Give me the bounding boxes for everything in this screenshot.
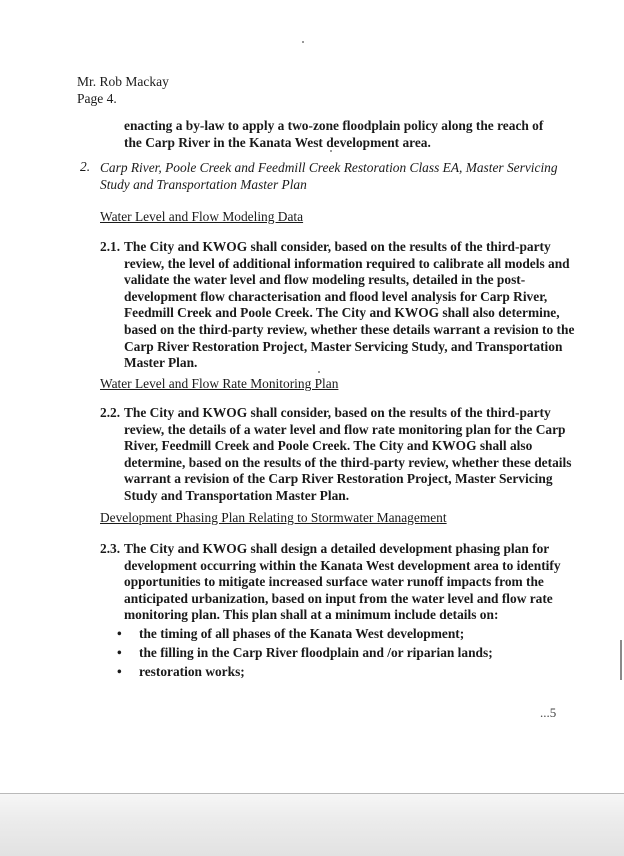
section-text: The City and KWOG shall consider, based on the results of the third-party review, the details of a water level and flow rate monitoring plan for the Carp River, Feedmill Creek and Poole Creek. The City and KWOG shall also determine, based on the results of the third-party review, whether these details warrant a revision of the Carp River Restoration Project, Master Servicing Study and Transportation Master Plan.	[124, 405, 572, 503]
section-number: 2.1.	[100, 239, 121, 254]
section-text: The City and KWOG shall consider, based on the results of the third-party review, the level of additional information required to calibrate all models and validate the water level and flow modeling results, detailed in the post-development flow characterisation and flood level analysis for Carp River, Feedmill Creek and Poole Creek. The City and KWOG shall also determine, based on the third-party review, whether these details warrant a revision to the Carp River Restoration Project, Master Servicing Study, and Transportation Master Plan.	[124, 239, 575, 371]
scanner-bed-edge	[0, 793, 624, 856]
item-2-number: 2.	[80, 159, 91, 174]
list-item	[117, 643, 493, 662]
section-paragraph-2-1	[100, 239, 580, 372]
item-2-title: Carp River, Poole Creek and Feedmill Creek Restoration Class EA, Master Servicing Study and Transportation Master Plan	[100, 160, 558, 192]
bullet-icon: •	[117, 664, 122, 679]
section-paragraph-2-3	[100, 541, 580, 624]
list-item-text: the timing of all phases of the Kanata West development;	[139, 626, 465, 641]
list-item-text: restoration works;	[139, 664, 245, 679]
section-paragraph-2-2	[100, 405, 580, 505]
section-heading-phasing-plan: Development Phasing Plan Relating to Stormwater Management	[100, 510, 447, 525]
continuation-marker: ...5	[540, 705, 557, 720]
section-number: 2.3.	[100, 541, 121, 556]
list-item	[117, 624, 493, 643]
page-label: Page 4.	[77, 91, 117, 106]
bullet-icon: •	[117, 645, 122, 660]
intro-paragraph: enacting a by-law to apply a two-zone floodplain policy along the reach of the Carp River in the Kanata West development area.	[124, 118, 544, 150]
recipient-name: Mr. Rob Mackay	[77, 74, 169, 89]
bullet-list	[117, 624, 493, 681]
scan-speck	[318, 371, 320, 373]
scan-speck	[330, 150, 332, 152]
section-heading-monitoring-plan: Water Level and Flow Rate Monitoring Plan	[100, 376, 339, 391]
list-item-text: the filling in the Carp River floodplain and /or riparian lands;	[139, 645, 493, 660]
bullet-icon: •	[117, 626, 122, 641]
list-item	[117, 662, 493, 681]
scan-edge-mark	[620, 640, 622, 680]
section-number: 2.2.	[100, 405, 121, 420]
section-heading-water-level-modeling: Water Level and Flow Modeling Data	[100, 209, 304, 224]
scan-speck	[302, 41, 304, 43]
section-text: The City and KWOG shall design a detailed development phasing plan for development occurring within the Kanata West development area to identify opportunities to mitigate increased surface water runoff impacts from the anticipated urbanization, based on input from the water level and flow rate monitoring plan. This plan shall at a minimum include details on:	[124, 541, 561, 623]
